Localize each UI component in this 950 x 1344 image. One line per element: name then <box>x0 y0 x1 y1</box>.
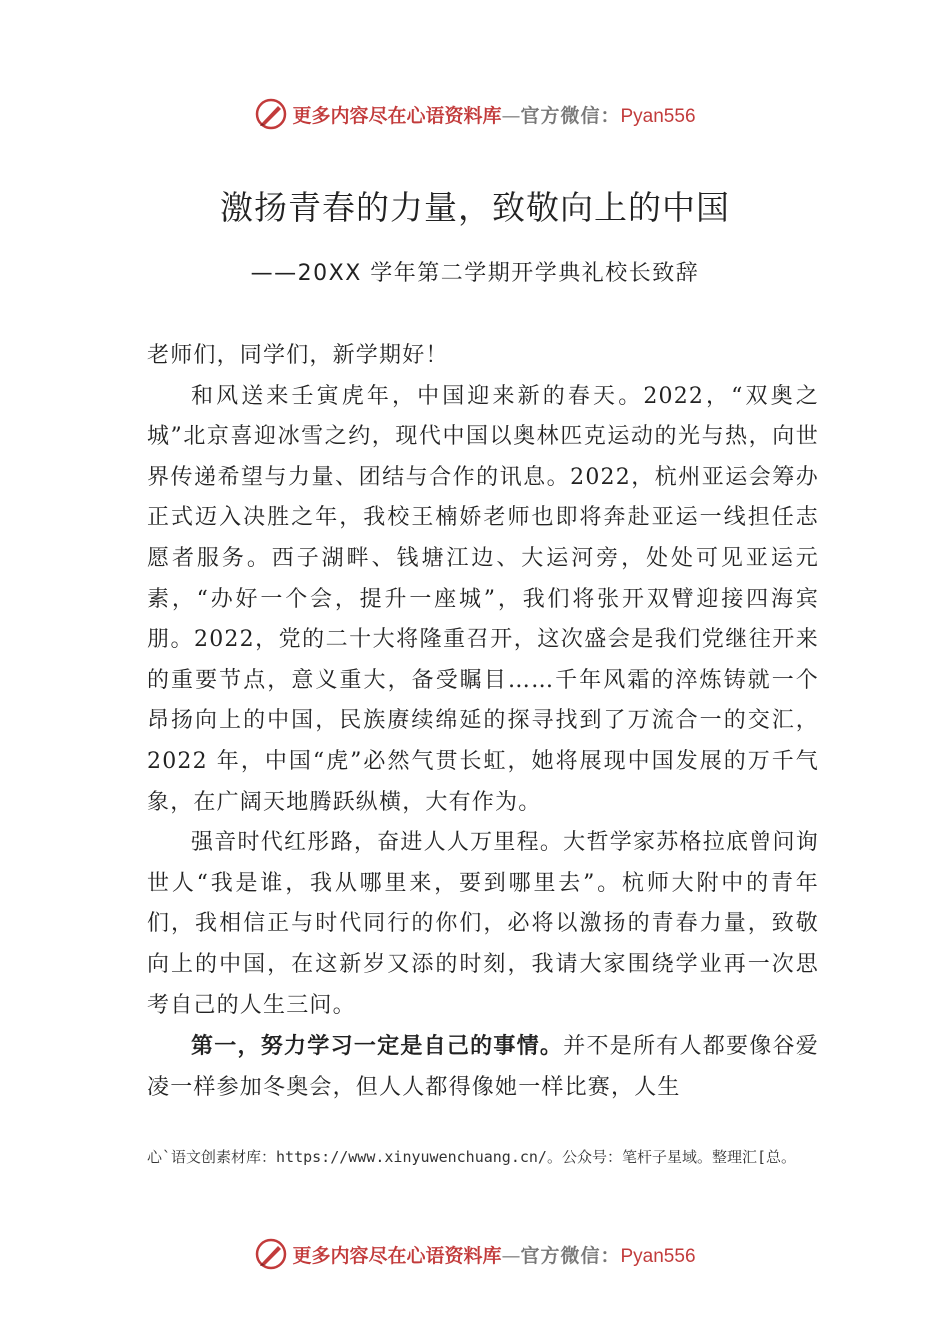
pen-logo-icon <box>254 1237 288 1271</box>
document-subtitle: ——20XX 学年第二学期开学典礼校长致辞 <box>250 261 700 286</box>
paragraph-1: 和风送来壬寅虎年，中国迎来新的春天。2022，“双奥之城”北京喜迎冰雪之约，现代中国以奥林匹克运动的光与热，向世界传递希望与力量、团结与合作的讯息。2022，杭州亚运会筹办正式迈入决胜之年，我校王楠娇老师也即将奔赴亚运一线担任志愿者服务。西子湖畔、钱塘江边、大运河旁，处处可见亚运元素，“办好一个会，提升一座城”，我们将张开双臂迎接四海宾朋。2022，党的二十大将隆重召开，这次盛会是我们党继往开来的重要节点，意义重大，备受瞩目……千年风霜的淬炼铸就一个昂扬向上的中国，民族赓续绵延的探寻找到了万流合一的交汇，2022 年，中国“虎”必然气贯长虹，她将展现中国发展的万千气象，在广阔天地腾跃纵横，大有作为。 <box>147 383 819 815</box>
document-body <box>147 336 819 1108</box>
paragraph-3 <box>147 1026 819 1108</box>
paragraph-3-text: 并不是所有人都要像谷爱凌一样参加冬奥会，但人人都得像她一样比赛，人生 <box>147 1034 820 1100</box>
document-title: 激扬青春的力量，致敬向上的中国 <box>220 188 730 227</box>
paragraph-2: 强音时代红彤路，奋进人人万里程。大哲学家苏格拉底曾问询世人“我是谁，我从哪里来，要到哪里去”。杭师大附中的青年们，我相信正与时代同行的你们，必将以激扬的青春力量，致敬向上的中国，在这新岁又添的时刻，我请大家围绕学业再一次思考自己的人生三问。 <box>147 830 819 1018</box>
greeting: 老师们，同学们，新学期好！ <box>147 343 449 368</box>
banner-main-text: 更多内容尽在心语资料库 <box>292 104 502 127</box>
source-note: 心`语文创素材库：https://www.xinyuwenchuang.cn/。公众号：笔杆子星域。整理汇[总。 <box>147 1148 796 1166</box>
header-banner <box>0 94 950 134</box>
banner-wechat-id: Pyan556 <box>620 105 696 127</box>
pen-logo-icon <box>254 97 288 131</box>
banner-separator: — <box>501 1244 521 1267</box>
banner-wechat-label: 官方微信： <box>520 104 621 127</box>
paragraph-3-heading: 第一，努力学习一定是自己的事情。 <box>191 1033 564 1060</box>
banner-wechat-id: Pyan556 <box>620 1245 696 1267</box>
banner-main-text: 更多内容尽在心语资料库 <box>292 1244 502 1267</box>
banner-separator: — <box>501 104 521 127</box>
footer-banner <box>0 1234 950 1274</box>
banner-wechat-label: 官方微信： <box>520 1244 621 1267</box>
